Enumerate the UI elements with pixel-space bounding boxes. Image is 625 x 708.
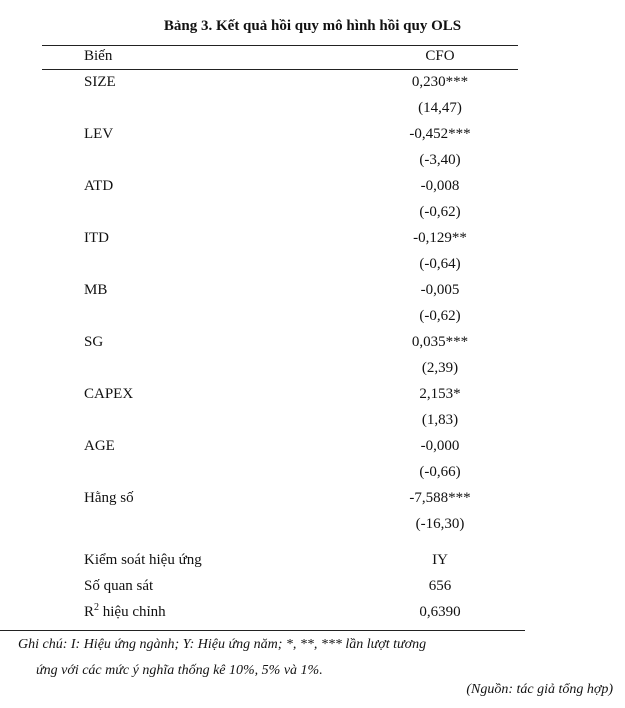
footer-value: IY xyxy=(432,552,448,568)
r2-base: R xyxy=(84,604,95,620)
row-coefficient: -0,452*** xyxy=(409,126,471,142)
footer-value: 0,6390 xyxy=(419,604,461,620)
row-t-statistic: (2,39) xyxy=(421,360,459,376)
table-row xyxy=(0,490,625,516)
footer-variable: Kiểm soát hiệu ứng xyxy=(84,552,202,568)
table-row xyxy=(0,126,625,152)
header-value: CFO xyxy=(425,48,455,64)
table-row-tstat xyxy=(0,152,625,178)
row-t-statistic: (-16,30) xyxy=(415,516,465,532)
row-variable: CAPEX xyxy=(84,386,134,402)
table-row xyxy=(0,386,625,412)
table-row-tstat xyxy=(0,204,625,230)
header-row xyxy=(0,48,625,74)
r2-superscript: 2 xyxy=(94,602,100,613)
row-t-statistic: (-0,64) xyxy=(419,256,461,272)
table-row xyxy=(0,438,625,464)
row-t-statistic: (-0,62) xyxy=(419,204,461,220)
table-row xyxy=(0,230,625,256)
header-rule xyxy=(42,69,518,70)
row-variable: LEV xyxy=(84,126,114,142)
table-row-tstat xyxy=(0,464,625,490)
table-source: (Nguồn: tác giả tổng hợp) xyxy=(466,682,613,697)
row-coefficient: -0,129** xyxy=(413,230,467,246)
row-coefficient: 0,035*** xyxy=(411,334,469,350)
note-line-2: ứng với các mức ý nghĩa thống kê 10%, 5% và 1%. xyxy=(36,663,323,678)
footer-value: 656 xyxy=(428,578,452,594)
footer-row-r2 xyxy=(0,604,625,630)
table-note xyxy=(18,632,618,684)
table-row xyxy=(0,74,625,100)
row-t-statistic: (-3,40) xyxy=(419,152,461,168)
row-coefficient: 2,153* xyxy=(419,386,461,402)
table-row-tstat xyxy=(0,100,625,126)
table-row-tstat xyxy=(0,308,625,334)
r2-rest: hiệu chỉnh xyxy=(99,604,166,620)
row-variable: ITD xyxy=(84,230,109,246)
header-variable: Biến xyxy=(84,48,113,64)
row-t-statistic: (1,83) xyxy=(421,412,459,428)
row-variable: AGE xyxy=(84,438,115,454)
table-row xyxy=(0,282,625,308)
footer-row-observations xyxy=(0,578,625,604)
row-variable: MB xyxy=(84,282,108,298)
table-row-tstat xyxy=(0,412,625,438)
bottom-rule xyxy=(0,630,525,631)
row-coefficient: -0,005 xyxy=(420,282,460,298)
row-t-statistic: (-0,66) xyxy=(419,464,461,480)
row-coefficient: -7,588*** xyxy=(409,490,471,506)
footer-variable: Số quan sát xyxy=(84,578,154,594)
footer-variable xyxy=(84,604,166,621)
row-variable: SIZE xyxy=(84,74,116,90)
row-t-statistic: (-0,62) xyxy=(419,308,461,324)
table-title: Bảng 3. Kết quả hồi quy mô hình hồi quy OLS xyxy=(163,18,462,34)
row-coefficient: 0,230*** xyxy=(411,74,469,90)
table-row-tstat xyxy=(0,360,625,386)
note-line-1: Ghi chú: I: Hiệu ứng ngành; Y: Hiệu ứng năm; *, **, *** lần lượt tương xyxy=(18,637,427,652)
table-row xyxy=(0,178,625,204)
table-row xyxy=(0,334,625,360)
table-row-tstat xyxy=(0,516,625,542)
row-coefficient: -0,008 xyxy=(420,178,460,194)
row-coefficient: -0,000 xyxy=(420,438,460,454)
row-variable: Hằng số xyxy=(84,490,134,506)
row-t-statistic: (14,47) xyxy=(418,100,462,116)
row-variable: ATD xyxy=(84,178,114,194)
table-row-tstat xyxy=(0,256,625,282)
top-rule xyxy=(42,45,518,46)
row-variable: SG xyxy=(84,334,104,350)
footer-row-effects xyxy=(0,552,625,578)
